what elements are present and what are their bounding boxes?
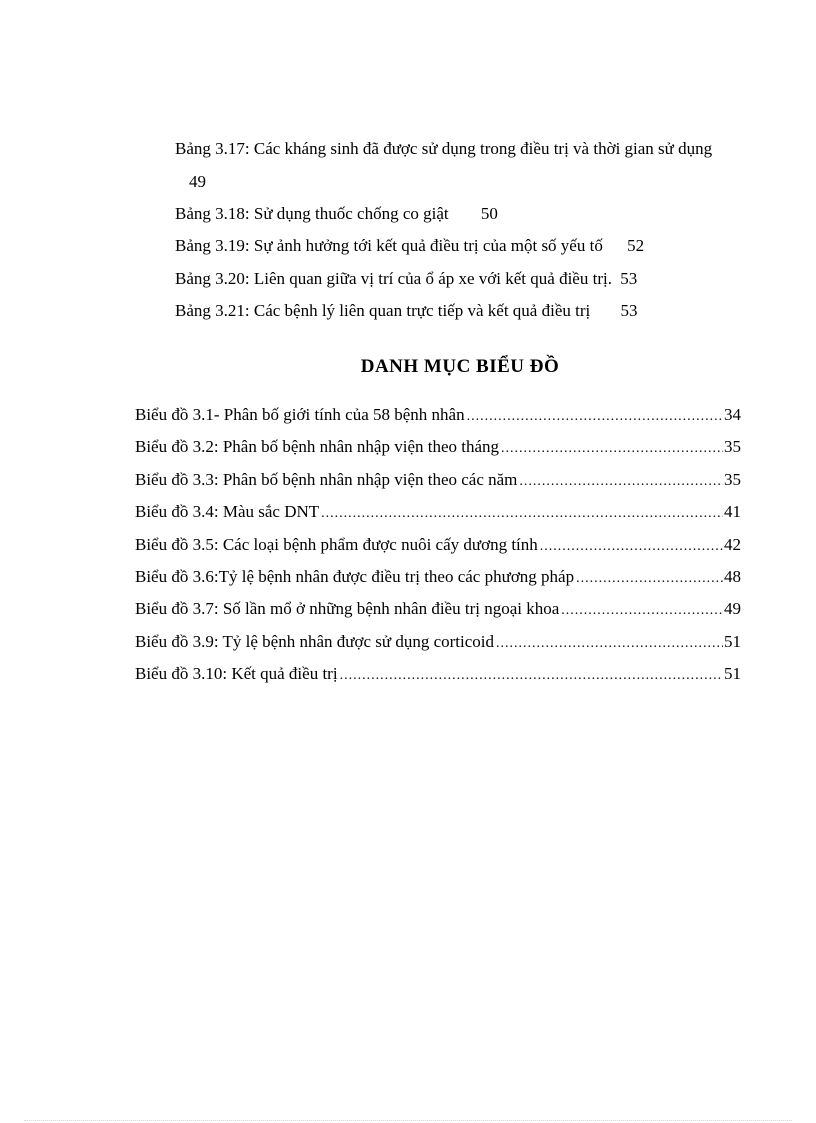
charts-section-heading: DANH MỤC BIỂU ĐỒ xyxy=(360,356,560,377)
chart-page-number: 51 xyxy=(724,664,741,684)
chart-page-number: 42 xyxy=(724,534,741,554)
dot-leader xyxy=(467,409,723,425)
table-entry[interactable] xyxy=(175,133,755,198)
chart-entry[interactable] xyxy=(135,664,741,696)
chart-entry[interactable] xyxy=(135,535,741,567)
dot-leader xyxy=(321,506,723,522)
chart-page-number: 41 xyxy=(724,502,741,522)
chart-page-number: 34 xyxy=(724,405,741,424)
chart-title: Biểu đồ 3.1- Phân bố giới tính của 58 bệnh nhân xyxy=(135,405,465,424)
chart-entry[interactable] xyxy=(135,437,741,469)
chart-title: Biểu đồ 3.10: Kết quả điều trị xyxy=(135,664,338,684)
table-label: Bảng 3.21: xyxy=(175,301,250,320)
chart-page-number: 51 xyxy=(724,631,741,651)
chart-title: Biểu đồ 3.9: Tỷ lệ bệnh nhân được sử dụng corticoid xyxy=(135,631,495,651)
dot-leader xyxy=(540,539,723,555)
chart-title: Biểu đồ 3.5: Các loại bệnh phẩm được nuôi cấy dương tính xyxy=(135,534,538,554)
table-page-number: 53 xyxy=(620,268,638,288)
chart-title: Biểu đồ 3.4: Màu sắc DNT xyxy=(135,502,320,522)
page-edge-divider xyxy=(24,1120,792,1121)
chart-title: Biểu đồ 3.6:Tỷ lệ bệnh nhân được điều trị theo các phương pháp xyxy=(135,566,575,586)
table-page-number: 50 xyxy=(480,203,498,223)
table-title: Sử dụng thuốc chống co giật xyxy=(253,203,449,223)
table-entry[interactable] xyxy=(175,230,755,263)
table-title: Liên quan giữa vị trí của ổ áp xe với kết quả điều trị. xyxy=(253,268,612,288)
chart-page-number: 35 xyxy=(724,437,741,457)
chart-title: Biểu đồ 3.3: Phân bố bệnh nhân nhập viện theo các năm xyxy=(135,469,518,489)
table-entry[interactable] xyxy=(175,295,755,328)
chart-title: Biểu đồ 3.2: Phân bố bệnh nhân nhập viện theo tháng xyxy=(135,437,500,457)
table-label: Bảng 3.18: xyxy=(175,203,250,223)
dot-leader xyxy=(519,474,723,490)
dot-leader xyxy=(496,636,723,652)
table-page-number: 52 xyxy=(627,236,645,255)
table-list xyxy=(175,133,755,328)
table-title: Sự ảnh hưởng tới kết quả điều trị của một số yếu tố xyxy=(253,236,603,255)
table-label: Bảng 3.19: xyxy=(175,236,250,255)
table-label: Bảng 3.17: xyxy=(175,139,250,158)
table-entry[interactable] xyxy=(175,198,755,231)
chart-entry[interactable] xyxy=(135,502,741,534)
dot-leader xyxy=(561,603,723,619)
chart-entry[interactable] xyxy=(135,470,741,502)
dot-leader xyxy=(340,668,723,684)
chart-page-number: 49 xyxy=(724,599,741,619)
chart-entry[interactable] xyxy=(135,599,741,631)
chart-list xyxy=(135,405,741,697)
table-page-number: 49 xyxy=(189,171,206,191)
chart-entry[interactable] xyxy=(135,632,741,664)
chart-title: Biểu đồ 3.7: Số lần mổ ở những bệnh nhân điều trị ngoại khoa xyxy=(135,599,560,619)
chart-page-number: 48 xyxy=(724,566,741,586)
table-title: Các bệnh lý liên quan trực tiếp và kết quả điều trị xyxy=(253,301,591,320)
dot-leader xyxy=(576,571,723,587)
table-page-number: 53 xyxy=(620,301,638,320)
table-entry[interactable] xyxy=(175,263,755,296)
table-title: Các kháng sinh đã được sử dụng trong điều trị và thời gian sử dụng xyxy=(253,139,713,158)
chart-page-number: 35 xyxy=(724,469,741,489)
table-label: Bảng 3.20: xyxy=(175,268,250,288)
dot-leader xyxy=(501,441,723,457)
chart-entry[interactable] xyxy=(135,405,741,437)
chart-entry[interactable] xyxy=(135,567,741,599)
